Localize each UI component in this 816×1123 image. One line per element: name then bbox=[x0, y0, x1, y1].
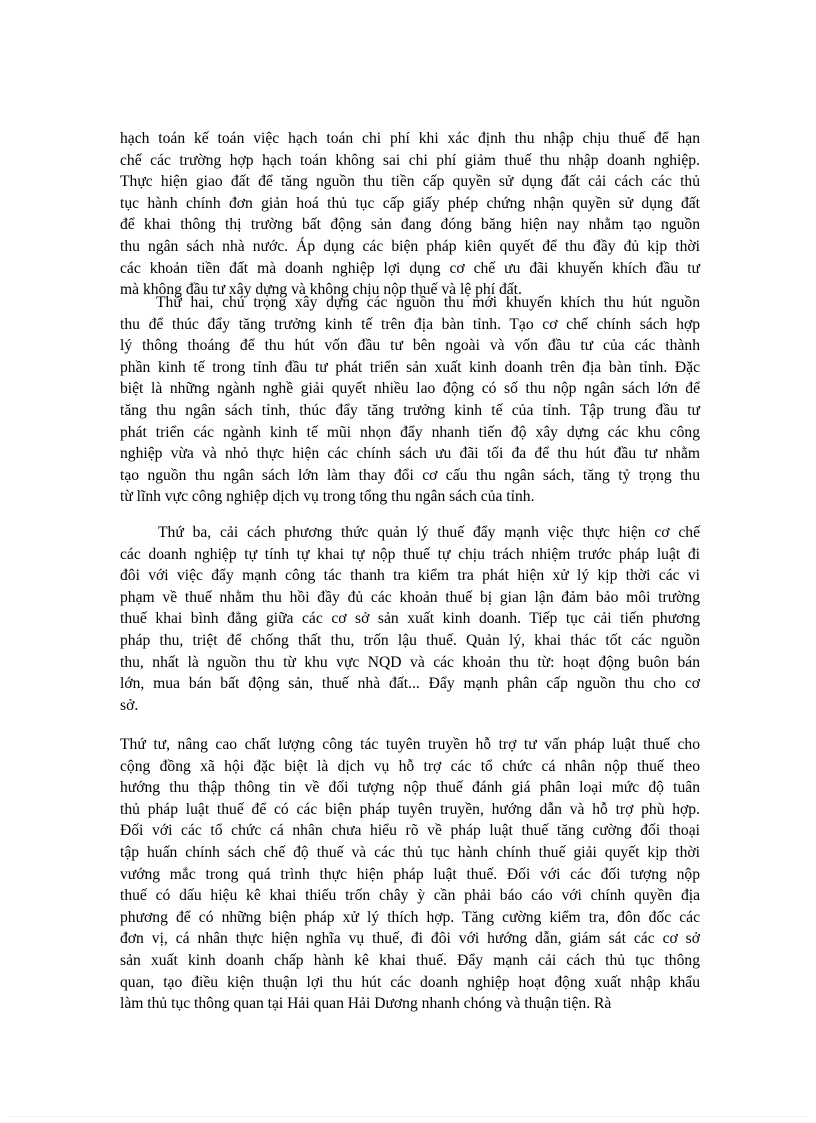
text-line: sở. bbox=[120, 696, 139, 714]
text-line: đôi với việc đẩy mạnh công tác thanh tra kiểm tra phát hiện xử lý kịp thời các vi bbox=[120, 567, 700, 585]
text-line: Thứ tư, nâng cao chất lượng công tác tuyên truyền hỗ trợ tư vấn pháp luật thuế cho bbox=[120, 736, 700, 753]
paragraph-3 bbox=[120, 522, 700, 716]
text-line: các khoản tiền đất mà doanh nghiệp lợi dụng cơ chế ưu đãi khuyến khích đầu tư bbox=[120, 259, 700, 277]
text-line: thuế có dấu hiệu kê khai thiếu trốn chây ỳ cần phải báo cáo với chính quyền địa bbox=[120, 887, 700, 905]
text-line: Thứ hai, chú trọng xây dựng các nguồn thu mới khuyến khích thu hút nguồn bbox=[156, 294, 700, 311]
text-line: sản xuất kinh doanh chấp hành kê khai thuế. Đẩy mạnh cải cách thủ tục thông bbox=[120, 951, 700, 969]
paragraph-4 bbox=[120, 734, 700, 1015]
paragraph-2 bbox=[120, 292, 700, 508]
text-line: chế các trường hợp hạch toán không sai chi phí giảm thuế thu nhập doanh nghiệp. bbox=[120, 151, 700, 169]
text-line: làm thủ tục thông quan tại Hải quan Hải Dương nhanh chóng và thuận tiện. Rà bbox=[120, 995, 612, 1013]
text-line: tạo nguồn thu ngân sách lớn làm thay đổi cơ cấu thu ngân sách, tăng tỷ trọng thu bbox=[120, 466, 700, 484]
text-line: lý thông thoáng để thu hút vốn đầu tư bên ngoài và vốn đầu tư của các thành bbox=[120, 337, 700, 355]
text-line: tục hành chính đơn giản hoá thủ tục cấp giấy phép chứng nhận quyền sử dụng đất bbox=[120, 194, 700, 212]
text-line: nghiệp vừa và nhỏ thực hiện các chính sách ưu đãi tối đa để thu hút đầu tư nhằm bbox=[120, 445, 700, 463]
text-line: phần kinh tế trong tỉnh đầu tư phát triển sản xuất kinh doanh trên địa bàn tỉnh. Đặc bbox=[120, 358, 700, 376]
text-line: phạm về thuế nhằm thu hồi đầy đủ các khoản thuế bị gian lận đảm bảo môi trường bbox=[120, 588, 700, 606]
text-line: pháp thu, triệt để chống thất thu, trốn lậu thuế. Quản lý, khai thác tốt các nguồn bbox=[120, 631, 700, 649]
text-line: thu ngân sách nhà nước. Áp dụng các biện pháp kiên quyết để thu đầy đủ kịp thời bbox=[120, 237, 700, 255]
text-line: Đối với các tổ chức cá nhân chưa hiểu rõ về pháp luật thuế tăng cường đối thoại bbox=[120, 822, 700, 840]
page-bottom-divider bbox=[10, 1116, 806, 1117]
text-line: biệt là những ngành nghề giải quyết nhiều lao động có số thu nộp ngân sách lớn để bbox=[120, 380, 700, 398]
text-line: vướng mắc trong quá trình thực hiện pháp luật thuế. Đối với các đối tượng nộp bbox=[120, 865, 700, 883]
text-line: lớn, mua bán bất động sản, thuế nhà đất... Đẩy mạnh phân cấp nguồn thu cho cơ bbox=[120, 675, 700, 693]
text-line: quan, tạo điều kiện thuận lợi thu hút các doanh nghiệp hoạt động xuất nhập khẩu bbox=[120, 973, 700, 991]
text-line: thu, nhất là nguồn thu từ khu vực NQD và các khoản thu từ: hoạt động buôn bán bbox=[120, 653, 700, 671]
text-line: từ lĩnh vực công nghiệp dịch vụ trong tổng thu ngân sách của tỉnh. bbox=[120, 488, 535, 506]
text-line: hướng thu thập thông tin về đối tượng nộp thuế đánh giá phân loại mức độ tuân bbox=[120, 779, 700, 797]
text-line: thu để thúc đẩy tăng trưởng kinh tế trên địa bàn tỉnh. Tạo cơ chế chính sách hợp bbox=[120, 315, 700, 333]
text-line: hạch toán kế toán việc hạch toán chi phí khi xác định thu nhập chịu thuế để hạn bbox=[120, 130, 700, 147]
text-line: phương để có những biện pháp xử lý thích hợp. Tăng cường kiểm tra, đôn đốc các bbox=[120, 908, 700, 926]
text-line: các doanh nghiệp tự tính tự khai tự nộp thuế tự chịu trách nhiệm trước pháp luật đi bbox=[120, 545, 700, 563]
text-line: cộng đồng xã hội đặc biệt là dịch vụ hỗ trợ các tổ chức cá nhân nộp thuế theo bbox=[120, 757, 700, 775]
text-line: thuế khai bình đẳng giữa các cơ sở sản xuất kinh doanh. Tiếp tục cải tiến phương bbox=[120, 610, 700, 628]
text-line: tăng thu ngân sách tỉnh, thúc đẩy tăng trưởng kinh tế của tỉnh. Tập trung đầu tư bbox=[120, 401, 700, 419]
text-line: đơn vị, cá nhân thực hiện nghĩa vụ thuế, đi đôi với hướng dẫn, giám sát các cơ sở bbox=[120, 930, 700, 948]
text-line: tập huấn chính sách chế độ thuế và các thủ tục hành chính thuế giải quyết kịp thời bbox=[120, 843, 700, 861]
text-line: thủ pháp luật thuế để có các biện pháp tuyên truyền, hướng dẫn và hỗ trợ phù hợp. bbox=[120, 800, 700, 818]
text-line: phát triển các ngành kinh tế mũi nhọn đẩy nhanh tiến độ xây dựng các khu công bbox=[120, 423, 700, 441]
paragraph-1 bbox=[120, 128, 700, 301]
text-line: mà không đầu tư xây dựng và không chịu nộp thuế và lệ phí đất. bbox=[120, 281, 522, 299]
text-line: Thực hiện giao đất để tăng nguồn thu tiền cấp quyền sử dụng đất cải cách các thủ bbox=[120, 173, 700, 191]
text-line: Thứ ba, cải cách phương thức quản lý thuế đẩy mạnh việc thực hiện cơ chế bbox=[158, 524, 700, 541]
text-line: để khai thông thị trường bất động sản đang đóng băng hiện nay nhằm tạo nguồn bbox=[120, 216, 700, 234]
